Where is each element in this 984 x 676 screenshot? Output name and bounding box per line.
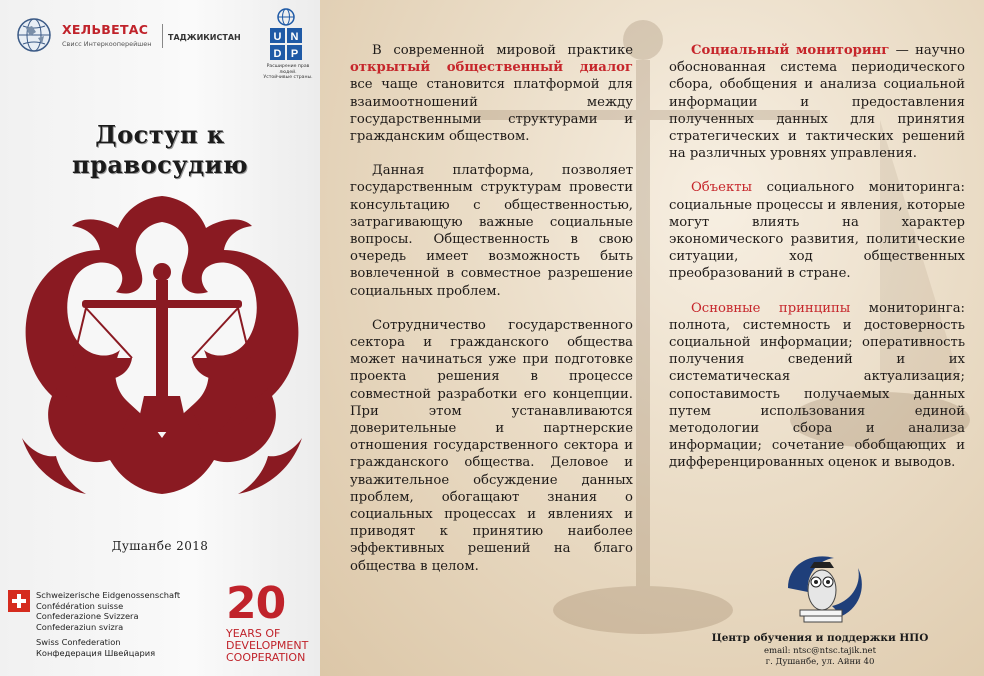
title-line1: Доступ к [95,120,225,149]
swiss-line6: Конфедерация Швейцария [36,647,156,658]
undp-caption-line1: Расширение прав людей. [266,64,310,75]
ngo-center-address: г. Душанбе, ул. Айни 40 [765,657,875,667]
globe-icon [14,14,58,56]
cover-panel [0,0,320,676]
anniversary-line1: YEARS OF [226,627,281,640]
scales-emblem-icon [12,188,312,528]
middle-p1-highlight: открытый общественный диалог [350,60,633,76]
ngo-center-name: Центр обучения и поддержки НПО [711,632,929,644]
right-paragraph-1 [669,42,965,162]
swiss-line2: Confédération suisse [36,600,124,611]
title-line2: правосудию [72,150,248,179]
right-paragraph-2 [669,179,965,282]
helvetas-name: ХЕЛЬВЕТАС [62,22,149,37]
undp-caption-line2: Устойчивые страны. [263,75,313,80]
right-p1-highlight: Социальный мониторинг [691,43,890,58]
svg-text:U: U [273,31,282,43]
helvetas-subtitle: Свисс Интеркооперейшен [62,40,152,48]
middle-paragraph-3: Сотрудничество государственного сектора и гражданского общества может начинаться уже при подготовке проекта решения в процессе совместной разработки его концепции. При этом устанавливаются доверительные и партнерские отношения государственного сектора и гражданского общества. Деловое и уважительное обсуждение данных проблем, обогащают знания о социальных процессах и явлениях и приводят к принятию наиболее эффективных решений на благо общества в целом. [350,317,633,574]
anniversary-line2: DEVELOPMENT [226,639,309,652]
right-p3-highlight: Основные принципы [691,300,851,316]
undp-caption [258,64,318,81]
swiss-confederation-logo [8,590,218,660]
ngo-center-email: email: ntsc@ntsc.tajik.net [764,646,876,656]
helvetas-country: ТАДЖИКИСТАН [168,33,241,42]
city-year: Душанбе 2018 [111,539,209,553]
swiss-line1: Schweizerische Eidgenossenschaft [36,590,181,600]
right-p2-highlight: Объекты [691,180,752,196]
svg-text:D: D [273,48,282,60]
anniversary-line3: COOPERATION [226,651,306,664]
swiss-flag-icon [8,590,30,612]
middle-p1-text-b: все чаще становится платформой для взаимоотношений между государственными структурами и гражданским обществом. [350,77,633,145]
middle-paragraph-1 [350,42,633,145]
right-p1-text: — научно обоснованная система периодического сбора, обобщения и анализа социальной информации и предоставления полученных данных для принятия стратегических и тактических решений на различных уровнях управления. [669,43,965,162]
middle-p1-text-a: В современной мировой практике [372,43,633,58]
helvetas-logo [14,14,241,56]
right-paragraph-3 [669,300,965,472]
middle-paragraph-2: Данная платформа, позволяет государственным структурам провести консультацию с общественностью, затрагивающую важные социальные вопросы. Общественность в свою очередь имеет возможность быть вовлеченной в совместное разрешение социальных проблем. [350,163,633,299]
swiss-text [36,590,180,659]
owl-logo-icon [770,548,870,630]
swiss-line4: Confederaziun svizra [36,621,124,632]
middle-column [350,42,633,592]
anniversary-number: 20 [226,578,286,629]
svg-text:N: N [290,31,299,43]
logo-divider [162,24,163,48]
swiss-line5: Swiss Confederation [36,637,121,648]
swiss-line3: Confederazione Svizzera [36,611,139,622]
right-p2-text: социального мониторинга: социальные процессы и явления, которые могут влиять на характер экономического развития, политические ситуации, ход общественных преобразований в стране. [669,180,965,282]
svg-text:P: P [290,48,299,60]
right-column [669,42,965,489]
right-p3-text: мониторинга: полнота, системность и достоверность социальной информации; оперативность получения сведений и их систематическая актуализация; сопоставимость получаемых данных путем использования единой методологии сбора и анализа информации; сочетание обобщающих и дифференцированных оценок и выводов. [669,300,965,471]
anniversary-logo [222,578,318,674]
